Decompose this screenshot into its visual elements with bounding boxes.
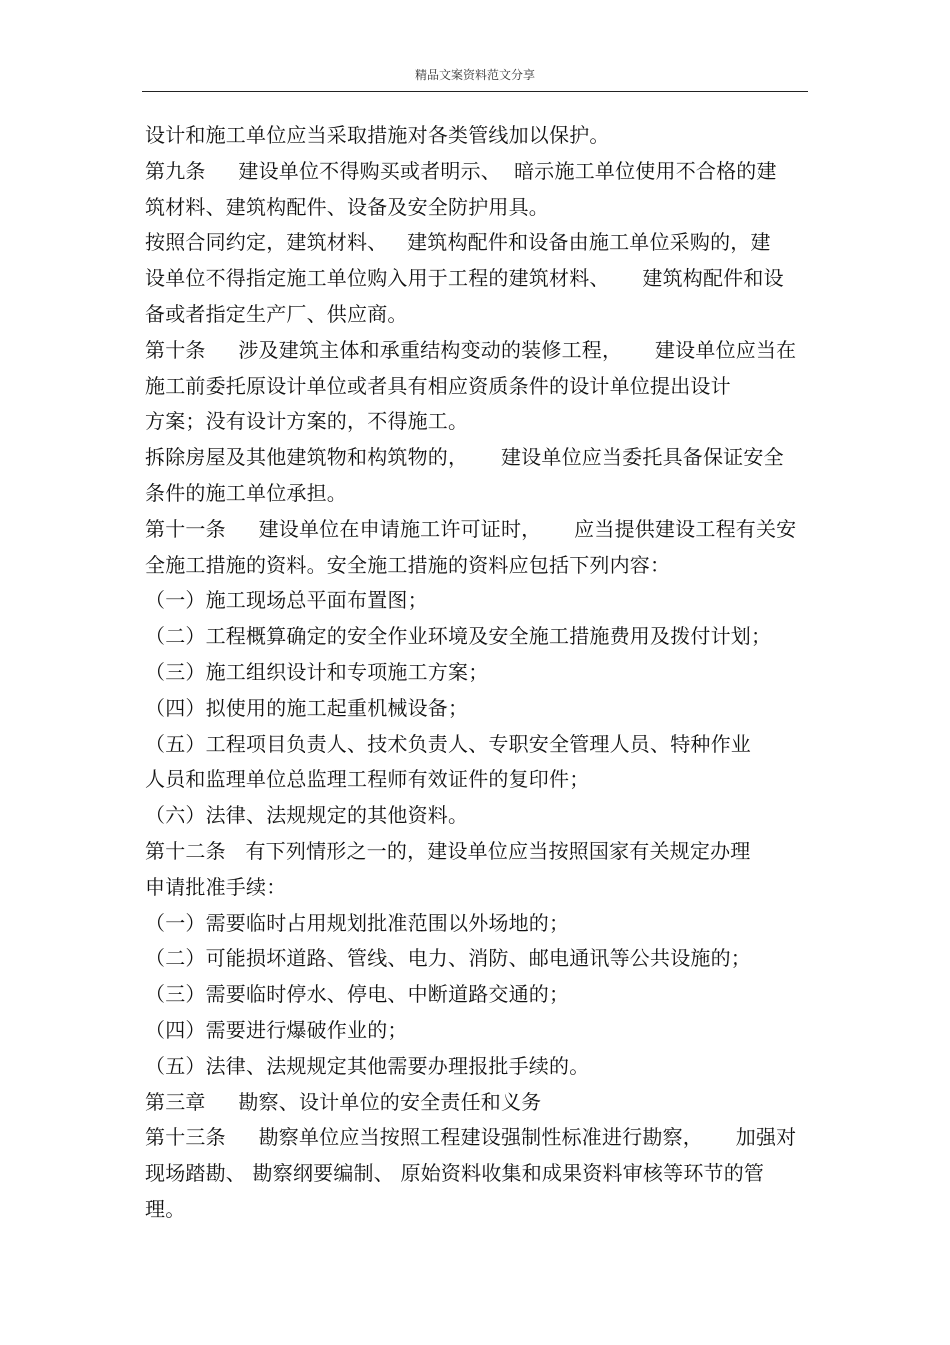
text-line: （二）工程概算确定的安全作业环境及安全施工措施费用及拨付计划； [145, 624, 772, 649]
text-line: （三）需要临时停水、停电、中断道路交通的； [145, 982, 570, 1007]
text-line: 第十二条 有下列情形之一的，建设单位应当按照国家有关规定办理 [145, 838, 751, 863]
text-line: （四）需要进行爆破作业的； [145, 1017, 408, 1042]
text-line: （五）法律、法规规定其他需要办理报批手续的。 [145, 1053, 590, 1078]
text-line: 施工前委托原设计单位或者具有相应资质条件的设计单位提出设计 [145, 373, 731, 398]
text-line: 人员和监理单位总监理工程师有效证件的复印件； [145, 767, 590, 792]
text-line: （二）可能损坏道路、管线、电力、消防、邮电通讯等公共设施的； [145, 946, 751, 971]
text-line: 第十三条 勘察单位应当按照工程建设强制性标准进行勘察， 加强对 [145, 1125, 797, 1150]
text-line: 方案；没有设计方案的，不得施工。 [145, 409, 469, 434]
text-line: 申请批准手续： [145, 874, 287, 899]
text-line: （四）拟使用的施工起重机械设备； [145, 695, 469, 720]
document-body [145, 118, 815, 1228]
text-line: （一）施工现场总平面布置图； [145, 588, 428, 613]
text-line: 筑材料、建筑构配件、设备及安全防护用具。 [145, 194, 549, 219]
text-line: （六）法律、法规规定的其他资料。 [145, 803, 469, 828]
text-line: 设单位不得指定施工单位购入用于工程的建筑材料、 建筑构配件和设 [145, 266, 784, 291]
text-line: 第十一条 建设单位在申请施工许可证时， 应当提供建设工程有关安 [145, 516, 797, 541]
text-line: 条件的施工单位承担。 [145, 480, 347, 505]
text-line: 备或者指定生产厂、供应商。 [145, 301, 408, 326]
text-line: 现场踏勘、 勘察纲要编制、 原始资料收集和成果资料审核等环节的管 [145, 1161, 765, 1186]
text-line: 按照合同约定，建筑材料、 建筑构配件和设备由施工单位采购的，建 [145, 230, 771, 255]
text-line: 第十条 涉及建筑主体和承重结构变动的装修工程， 建设单位应当在 [145, 337, 797, 362]
text-line: 设计和施工单位应当采取措施对各类管线加以保护。 [145, 123, 610, 147]
text-line: 全施工措施的资料。安全施工措施的资料应包括下列内容： [145, 552, 671, 577]
text-line: （五）工程项目负责人、技术负责人、专职安全管理人员、特种作业 [145, 731, 751, 756]
text-line: （一）需要临时占用规划批准范围以外场地的； [145, 910, 570, 935]
header-divider [142, 91, 808, 92]
page-header: 精品文案资料范文分享 [414, 68, 535, 82]
text-line: 理。 [145, 1196, 186, 1221]
text-line: （三）施工组织设计和专项施工方案； [145, 659, 489, 684]
text-line: 第九条 建设单位不得购买或者明示、 暗示施工单位使用不合格的建 [145, 158, 777, 183]
text-line: 拆除房屋及其他建筑物和构筑物的， 建设单位应当委托具备保证安全 [145, 445, 784, 470]
text-line: 第三章 勘察、设计单位的安全责任和义务 [145, 1089, 542, 1114]
